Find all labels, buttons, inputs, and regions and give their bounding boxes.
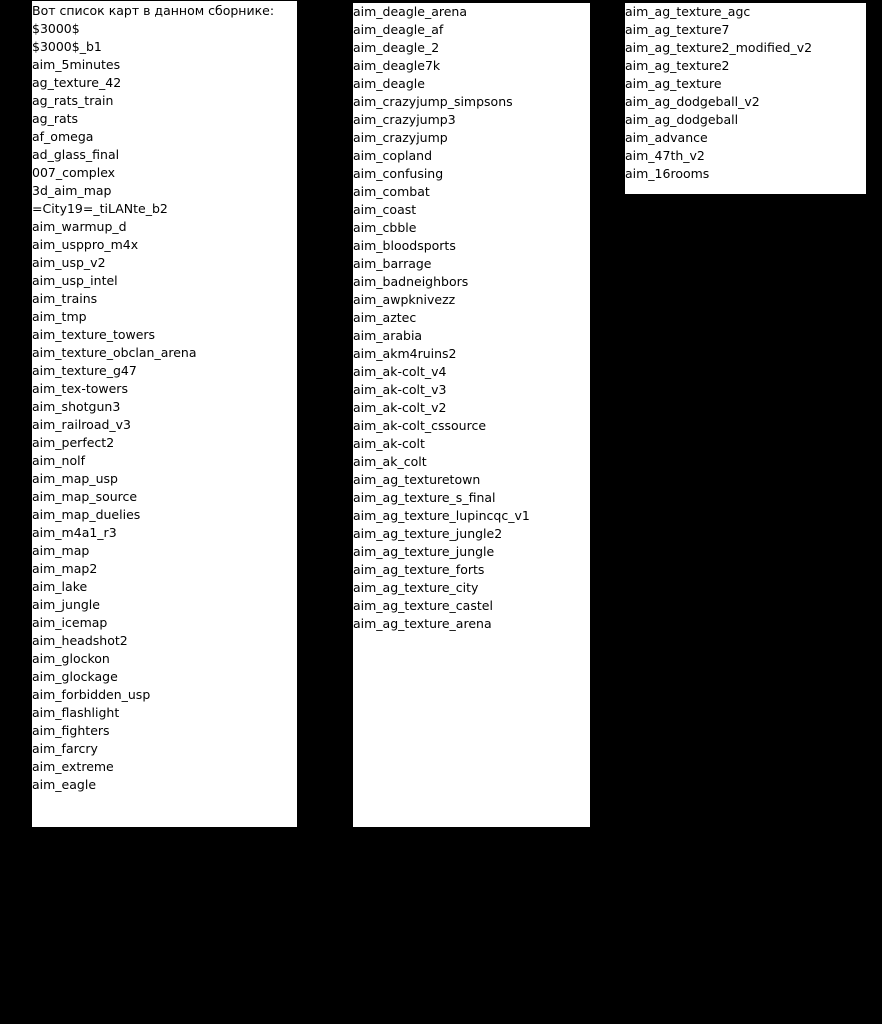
map-list-item: aim_ag_texture_city <box>353 580 479 595</box>
map-list-item: aim_texture_towers <box>32 327 156 342</box>
map-list-item: aim_akm4ruins2 <box>353 346 457 361</box>
map-list-item: 3d_aim_map <box>32 183 112 198</box>
map-list-item: aim_perfect2 <box>32 435 115 450</box>
map-list-item: aim_cbble <box>353 220 417 235</box>
map-list-item: aim_ag_dodgeball_v2 <box>625 94 760 109</box>
map-list-item: aim_crazyjump3 <box>353 112 456 127</box>
map-list-item: ag_texture_42 <box>32 75 122 90</box>
map-list-item: aim_usp_v2 <box>32 255 106 270</box>
map-list-item: aim_ag_texture <box>625 76 722 91</box>
map-list-item: aim_confusing <box>353 166 444 181</box>
map-list-item: aim_ag_texture2_modified_v2 <box>625 40 813 55</box>
map-list-item: aim_ak-colt_v3 <box>353 382 447 397</box>
map-list-item: aim_ak_colt <box>353 454 427 469</box>
map-list-right <box>625 3 866 183</box>
map-list-item: aim_ak-colt_cssource <box>353 418 487 433</box>
map-list-column-left <box>32 1 297 827</box>
map-list-item: aim_ag_texture_agc <box>625 4 751 19</box>
map-list-item: aim_barrage <box>353 256 432 271</box>
map-list-item: ag_rats_train <box>32 93 114 108</box>
map-list-item: $3000$ <box>32 21 80 36</box>
map-list-item: aim_combat <box>353 184 430 199</box>
map-list-item: aim_shotgun3 <box>32 399 121 414</box>
list-heading: Вот список карт в данном сборнике: <box>32 3 275 18</box>
map-list-item: aim_texture_g47 <box>32 363 137 378</box>
map-list-column-right <box>625 3 866 194</box>
map-list-middle <box>353 3 590 633</box>
map-list-item: aim_m4a1_r3 <box>32 525 117 540</box>
map-list-item: aim_47th_v2 <box>625 148 705 163</box>
map-list-item: aim_ag_texture_forts <box>353 562 485 577</box>
map-list-item: aim_railroad_v3 <box>32 417 132 432</box>
map-list-item: aim_map2 <box>32 561 98 576</box>
map-list-item: aim_flashlight <box>32 705 120 720</box>
map-list-item: af_omega <box>32 129 94 144</box>
map-list-item: aim_map <box>32 543 90 558</box>
map-list-item: $3000$_b1 <box>32 39 102 54</box>
map-list-item: aim_5minutes <box>32 57 121 72</box>
map-list-item: aim_ak-colt_v4 <box>353 364 447 379</box>
map-list-item: aim_map_source <box>32 489 138 504</box>
map-list-item: aim_usppro_m4x <box>32 237 139 252</box>
map-list-item: aim_ag_texture_jungle2 <box>353 526 503 541</box>
map-list-item: ad_glass_final <box>32 147 120 162</box>
map-list-item: aim_badneighbors <box>353 274 469 289</box>
map-list-item: aim_awpknivezz <box>353 292 456 307</box>
map-list-item: aim_aztec <box>353 310 417 325</box>
map-list-item: aim_glockage <box>32 669 118 684</box>
map-list-item: aim_icemap <box>32 615 108 630</box>
map-list-item: aim_ag_texture_arena <box>353 616 492 631</box>
map-list-item: =City19=_tiLANte_b2 <box>32 201 168 216</box>
map-list-item: aim_ag_texturetown <box>353 472 481 487</box>
map-list-item: aim_bloodsports <box>353 238 456 253</box>
map-list-item: aim_map_usp <box>32 471 118 486</box>
map-list-item: aim_texture_obclan_arena <box>32 345 197 360</box>
map-list-item: aim_advance <box>625 130 708 145</box>
map-list-item: aim_ag_texture_castel <box>353 598 493 613</box>
map-list-item: aim_fighters <box>32 723 110 738</box>
map-list-item: aim_copland <box>353 148 433 163</box>
map-list-item: aim_lake <box>32 579 88 594</box>
map-list-item: aim_extreme <box>32 759 114 774</box>
map-list-item: aim_crazyjump <box>353 130 448 145</box>
map-list-item: aim_forbidden_usp <box>32 687 151 702</box>
map-list-item: aim_ak-colt <box>353 436 425 451</box>
map-list-item: aim_ak-colt_v2 <box>353 400 447 415</box>
map-list-item: aim_deagle_af <box>353 22 444 37</box>
map-list-item: aim_warmup_d <box>32 219 127 234</box>
map-list-item: ag_rats <box>32 111 79 126</box>
map-list-item: aim_16rooms <box>625 166 710 181</box>
map-list-item: 007_complex <box>32 165 116 180</box>
map-list-item: aim_map_duelies <box>32 507 141 522</box>
map-list-item: aim_tmp <box>32 309 87 324</box>
map-list-item: aim_glockon <box>32 651 110 666</box>
map-list-item: aim_farcry <box>32 741 98 756</box>
map-list-item: aim_eagle <box>32 777 97 792</box>
map-list-item: aim_crazyjump_simpsons <box>353 94 513 109</box>
map-list-item: aim_ag_dodgeball <box>625 112 739 127</box>
map-list-item: aim_deagle7k <box>353 58 441 73</box>
map-list-item: aim_headshot2 <box>32 633 128 648</box>
map-list-item: aim_coast <box>353 202 417 217</box>
map-list-item: aim_ag_texture7 <box>625 22 730 37</box>
map-list-left <box>32 1 297 794</box>
map-list-item: aim_ag_texture_lupincqc_v1 <box>353 508 530 523</box>
map-list-item: aim_tex-towers <box>32 381 128 396</box>
map-list-item: aim_ag_texture_s_final <box>353 490 496 505</box>
map-list-item: aim_ag_texture_jungle <box>353 544 495 559</box>
map-list-item: aim_deagle_2 <box>353 40 440 55</box>
map-list-item: aim_arabia <box>353 328 423 343</box>
map-list-item: aim_trains <box>32 291 98 306</box>
map-list-column-middle <box>353 3 590 827</box>
map-list-item: aim_deagle_arena <box>353 4 467 19</box>
map-list-item: aim_deagle <box>353 76 425 91</box>
map-list-item: aim_nolf <box>32 453 86 468</box>
map-list-item: aim_usp_intel <box>32 273 118 288</box>
map-list-item: aim_jungle <box>32 597 100 612</box>
map-list-item: aim_ag_texture2 <box>625 58 730 73</box>
